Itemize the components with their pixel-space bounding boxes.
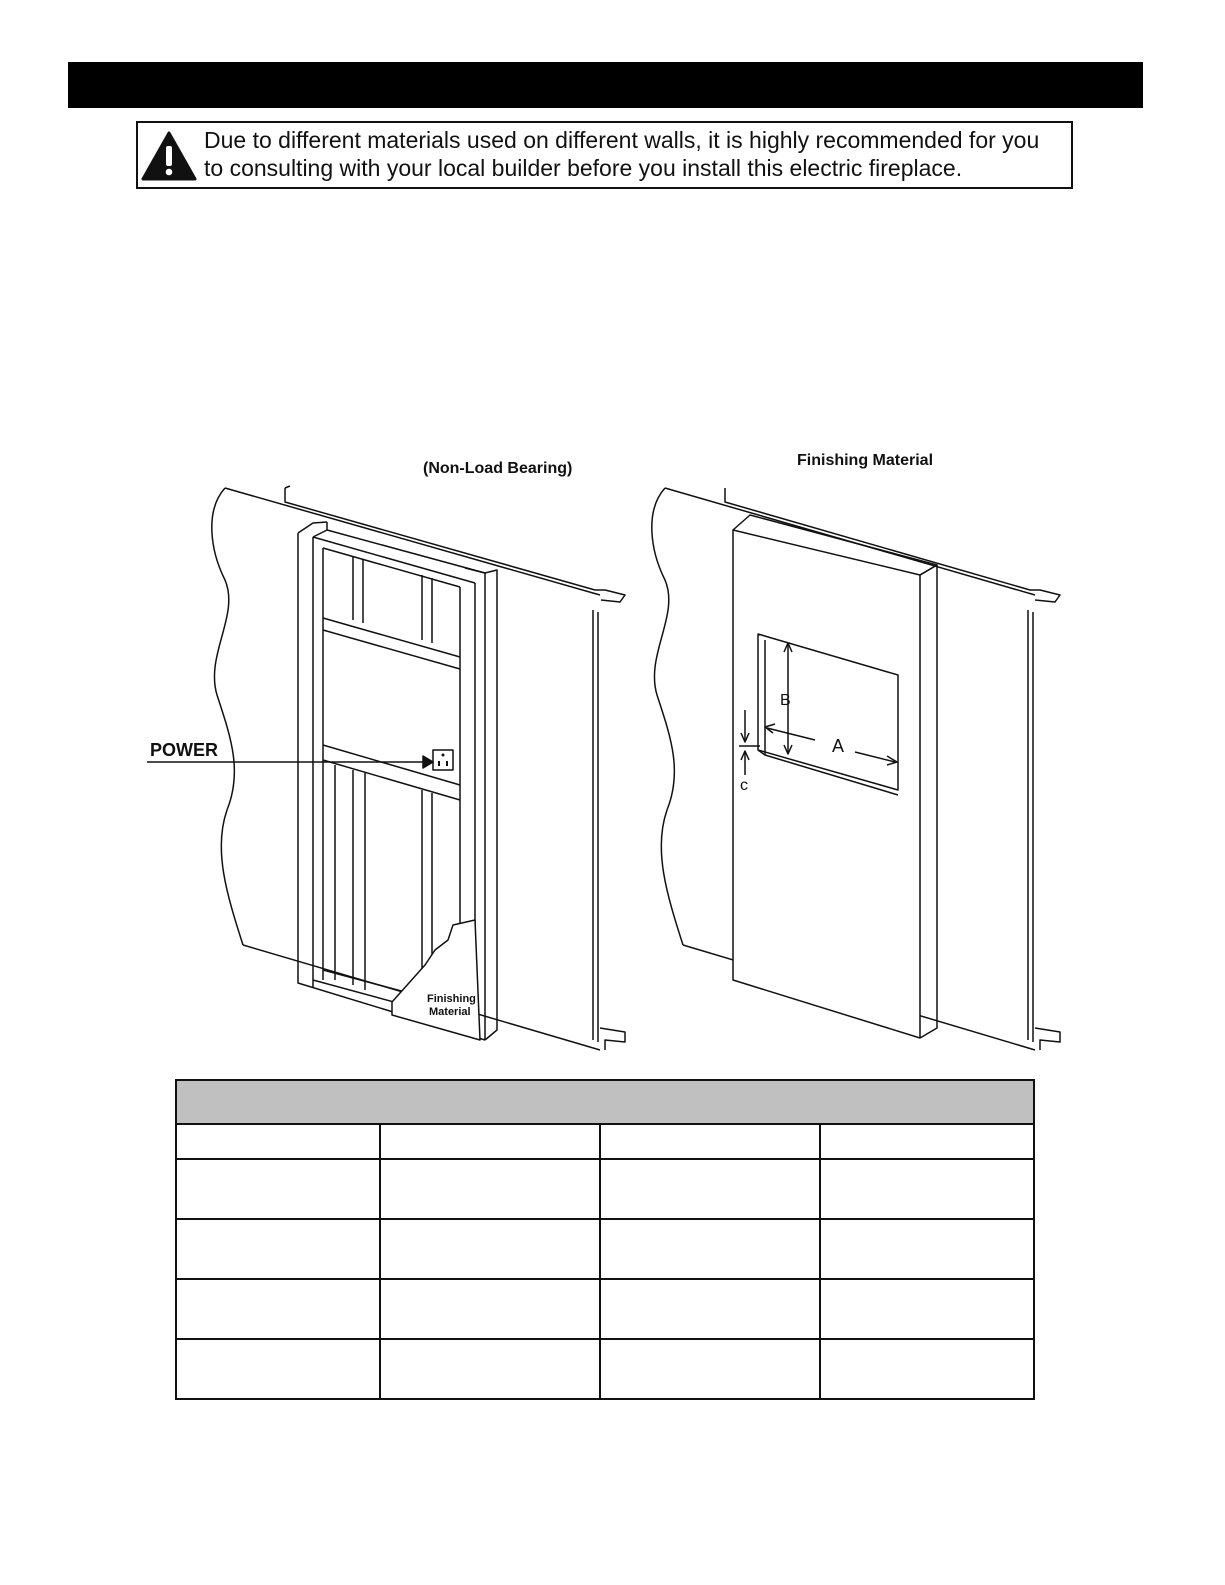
- table-cell: [820, 1219, 1034, 1279]
- power-label: POWER: [150, 740, 219, 760]
- table-cell: [176, 1124, 380, 1159]
- table-row: [176, 1159, 1034, 1219]
- finishing-material-label-line-1: Finishing: [427, 993, 476, 1005]
- table-header-cell: [176, 1080, 1034, 1124]
- table-header-row: [176, 1080, 1034, 1124]
- dimension-a-label: A: [832, 736, 845, 756]
- table-row: [176, 1124, 1034, 1159]
- warning-text: [204, 126, 1074, 182]
- table-row: [176, 1219, 1034, 1279]
- right-diagram-title: Finishing Material: [797, 452, 934, 469]
- table-cell: [380, 1159, 600, 1219]
- dimension-c-label: c: [740, 777, 748, 794]
- table-cell: [600, 1279, 820, 1339]
- header-bar: [68, 62, 1143, 108]
- finishing-material-label-line-2: Material: [429, 1006, 471, 1018]
- table-cell: [600, 1159, 820, 1219]
- table-cell: [176, 1219, 380, 1279]
- left-diagram-title: (Non-Load Bearing): [423, 460, 573, 477]
- warning-line-2: to consulting with your local builder before you install this electric fireplace.: [204, 155, 963, 181]
- table-row: [176, 1339, 1034, 1399]
- table-cell: [176, 1279, 380, 1339]
- table-cell: [176, 1339, 380, 1399]
- table-cell: [380, 1339, 600, 1399]
- table-cell: [820, 1124, 1034, 1159]
- table-cell: [600, 1339, 820, 1399]
- warning-box: [136, 121, 1073, 189]
- right-wall-finished: [652, 488, 1060, 1050]
- table-cell: [380, 1279, 600, 1339]
- table-cell: [820, 1279, 1034, 1339]
- table-cell: [600, 1124, 820, 1159]
- table-row: [176, 1279, 1034, 1339]
- wall-framing-diagram: [135, 440, 1095, 1065]
- warning-line-1: Due to different materials used on different walls, it is highly recommended for you: [204, 127, 1040, 153]
- table-cell: [820, 1339, 1034, 1399]
- warning-triangle-icon: [141, 131, 197, 181]
- table-cell: [380, 1124, 600, 1159]
- dimension-b-label: B: [780, 692, 791, 709]
- dimensions-table: [175, 1079, 1035, 1400]
- table-cell: [820, 1159, 1034, 1219]
- table-cell: [176, 1159, 380, 1219]
- table-cell: [380, 1219, 600, 1279]
- table-cell: [600, 1219, 820, 1279]
- left-wall-frame: [147, 486, 625, 1050]
